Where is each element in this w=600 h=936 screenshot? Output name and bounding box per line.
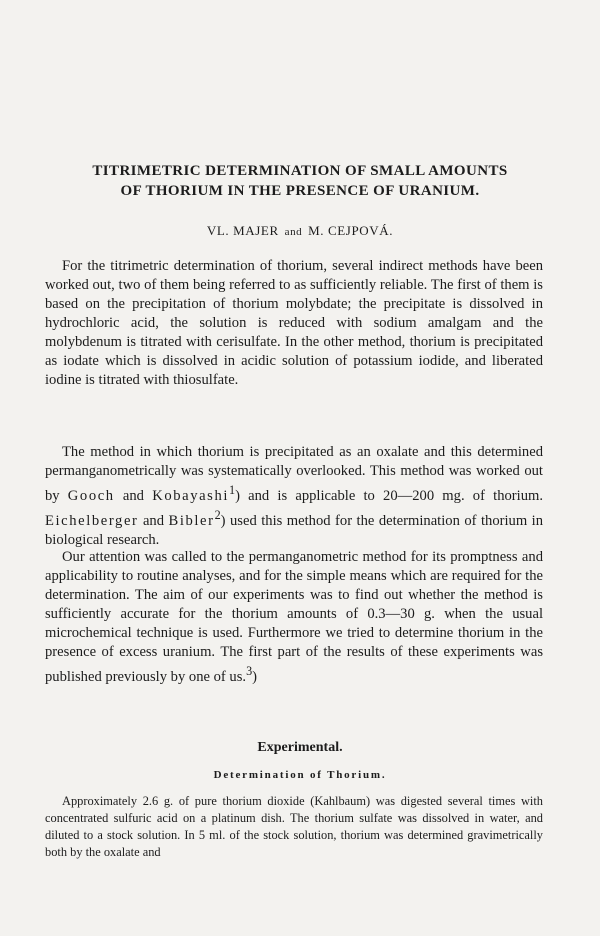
paragraph-text: For the titrimetric determination of thorium, several indirect methods have been worked out, two of them being referred to as sufficiently reliable. The first of them is based on the precipitation of thorium molybdate; the precipitate is dissolved in hydrochloric acid, the solution is reduced with sodium amalgam and the molybdenum is titrated with cerisulfate. In the other method, thorium is precipitated as iodate which is dissolved in acidic solution of potassium iodide, and liberated iodine is titrated with thiosulfate. [45, 258, 543, 388]
intro-paragraph-1 [45, 257, 543, 390]
section-heading-experimental: Experimental. [257, 740, 343, 755]
reference-marker-1: 1 [229, 483, 236, 497]
paragraph-text [45, 548, 543, 687]
reference-marker-2: 2 [214, 507, 221, 522]
cited-author-kobayashi: Kobayashi [152, 487, 230, 504]
paragraph-text: Approximately 2.6 g. of pure thorium dioxide (Kahlbaum) was digested several times with concentrated sulfuric acid on a platinum dish. The thorium sulfate was dissolved in water, and diluted to a stock solution. In 5 ml. of the stock solution, thorium was determined gravimetrically both by the oxalate and [45, 794, 543, 859]
paragraph-text-part: The method in which thorium is precipitated as an oxalate and this determined permanganometrically was systematically overlooked. This method was worked out by [45, 444, 543, 504]
subsection-heading-thorium: Determination of Thorium. [213, 769, 387, 781]
cited-author-bibler: Bibler [168, 512, 215, 529]
paragraph-text-part: and [114, 487, 153, 504]
authors-line [40, 223, 560, 239]
paragraph-text-part: ) used this method for the determination of thorium in biological research. [45, 512, 544, 548]
cited-author-gooch: Gooch [67, 487, 115, 504]
paragraph-text-part: ) and is applicable to 20—200 mg. of thorium. [235, 487, 544, 504]
paper-title-line-1: TITRIMETRIC DETERMINATION OF SMALL AMOUNTS [92, 163, 508, 179]
paper-title-line-2: OF THORIUM IN THE PRESENCE OF URANIUM. [120, 183, 480, 199]
experimental-paragraph [45, 793, 543, 861]
author-1: VL. MAJER [206, 223, 279, 238]
intro-paragraph-2 [45, 443, 543, 550]
authors-conjunction: and [284, 226, 303, 238]
paragraph-text-part: ) [252, 668, 258, 685]
cited-author-eichelberger: Eichelberger [45, 512, 139, 529]
paragraph-text-part: Our attention was called to the permanganometric method for its promptness and applicability to routine analyses, and for the simple means which are required for the determination. The aim of our experiments was to find out whether the method is sufficiently accurate for the thorium amounts of 0.3—30 g. when the usual microchemical technique is used. Furthermore we tried to determine thorium in the presence of excess uranium. The first part of the results of these experiments was published previously by one of us. [45, 549, 543, 685]
intro-paragraph-3 [45, 548, 543, 687]
author-2: M. CEJPOVÁ. [308, 223, 394, 238]
paragraph-text [45, 443, 543, 550]
reference-marker-3: 3 [246, 664, 253, 678]
paragraph-text-part: and [138, 512, 169, 529]
